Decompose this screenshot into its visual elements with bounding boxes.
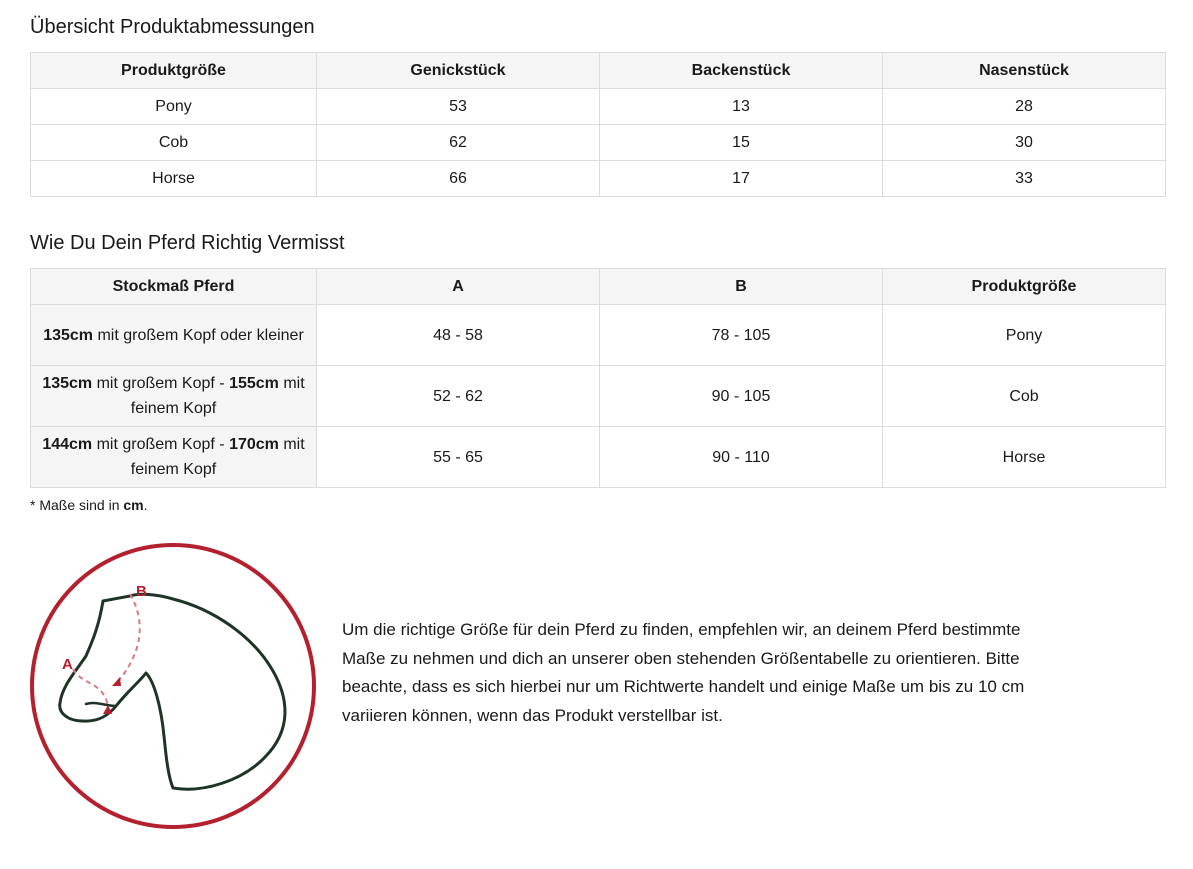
measure-a-cell: 48 - 58 — [317, 305, 600, 366]
table-header-row — [31, 53, 1166, 89]
table-row — [31, 366, 1166, 427]
table-cell: 30 — [883, 125, 1166, 161]
sizing-instructions: Um die richtige Größe für dein Pferd zu finden, empfehlen wir, an deinem Pferd bestimmte Maße zu nehmen und dich an unserer oben stehenden Größentabelle zu orientieren. Bitte beachte, dass es sich hierbei nur um Richtwerte handelt und einige Maße um bis zu 10 cm variieren können, wenn das Produkt verstellbar ist. — [342, 620, 1025, 725]
table-cell: Pony — [31, 89, 317, 125]
measure-b-cell: 90 - 110 — [600, 427, 883, 488]
column-header: Genickstück — [317, 53, 600, 89]
height-value: 135cm — [43, 326, 94, 344]
diagram-label-b: B — [136, 583, 147, 600]
horse-height-cell — [31, 427, 317, 488]
measure-a-cell: 55 - 65 — [317, 427, 600, 488]
table-header-row — [31, 269, 1166, 305]
units-note-suffix: . — [143, 497, 148, 513]
height-description: mit feinem Kopf — [130, 436, 305, 478]
units-note-unit: cm — [123, 497, 144, 513]
column-header: Stockmaß Pferd — [31, 269, 317, 305]
table-cell: 62 — [317, 125, 600, 161]
measure-title: Wie Du Dein Pferd Richtig Vermisst — [30, 232, 345, 254]
column-header: B — [600, 269, 883, 305]
measure-b-cell: 78 - 105 — [600, 305, 883, 366]
height-value: 170cm — [229, 436, 279, 453]
measure-a-cell: 52 - 62 — [317, 366, 600, 427]
height-description: mit großem Kopf oder kleiner — [93, 326, 304, 344]
column-header: Produktgröße — [31, 53, 317, 89]
table-cell: Cob — [31, 125, 317, 161]
product-size-cell: Cob — [883, 366, 1166, 427]
height-description: mit großem Kopf - — [92, 436, 230, 453]
table-row — [31, 125, 1166, 161]
units-note — [30, 497, 148, 513]
product-dimensions-table — [30, 52, 1166, 197]
horse-height-cell — [31, 305, 317, 366]
table-row — [31, 161, 1166, 197]
table-cell: 28 — [883, 89, 1166, 125]
diagram-label-a: A — [62, 656, 73, 673]
height-description: mit großem Kopf - — [92, 375, 230, 392]
height-description: mit feinem Kopf — [130, 375, 305, 417]
column-header: Produktgröße — [883, 269, 1166, 305]
column-header: Nasenstück — [883, 53, 1166, 89]
column-header: A — [317, 269, 600, 305]
table-cell: 66 — [317, 161, 600, 197]
height-value: 135cm — [42, 375, 93, 392]
product-size-cell: Horse — [883, 427, 1166, 488]
height-value: 155cm — [229, 375, 279, 392]
table-cell: 15 — [600, 125, 883, 161]
table-cell: 17 — [600, 161, 883, 197]
measure-guide-table — [30, 268, 1166, 488]
product-size-cell: Pony — [883, 305, 1166, 366]
table-cell: Horse — [31, 161, 317, 197]
horse-height-cell — [31, 366, 317, 427]
table-cell: 53 — [317, 89, 600, 125]
table-row — [31, 89, 1166, 125]
table-cell: 33 — [883, 161, 1166, 197]
units-note-prefix: * Maße sind in — [30, 497, 124, 513]
table-cell: 13 — [600, 89, 883, 125]
measure-b-cell: 90 - 105 — [600, 366, 883, 427]
height-value: 144cm — [42, 436, 93, 453]
table-row — [31, 305, 1166, 366]
horse-head-measure-icon — [28, 541, 318, 831]
column-header: Backenstück — [600, 53, 883, 89]
table-row — [31, 427, 1166, 488]
overview-title: Übersicht Produktabmessungen — [30, 16, 315, 38]
